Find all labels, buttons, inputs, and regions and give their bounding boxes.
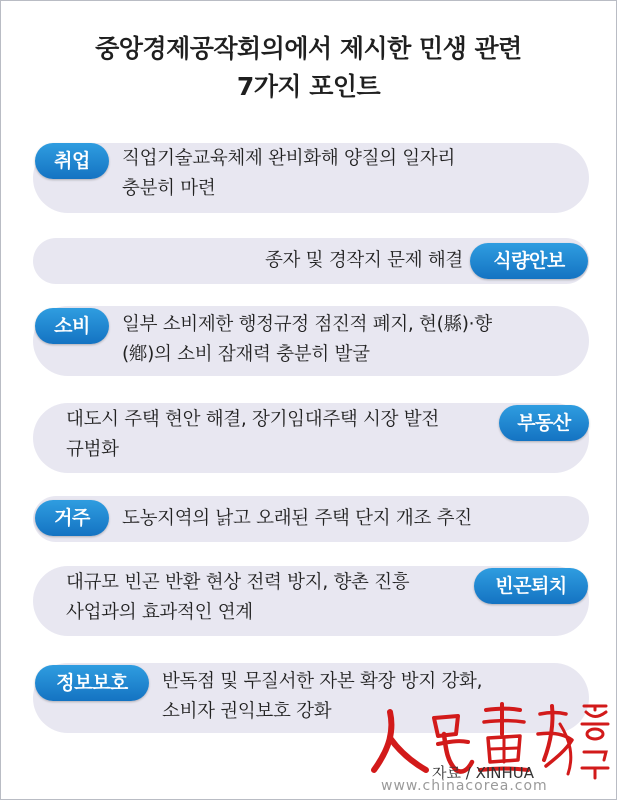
watermark-url: www.chinacorea.com bbox=[381, 778, 548, 794]
item-text-real-estate-line1: 대도시 주택 현안 해결, 장기임대주택 시장 발전 bbox=[66, 409, 439, 430]
title-line-2: 7가지 포인트 bbox=[236, 72, 381, 101]
tag-pill-food-security: 식량안보 bbox=[470, 243, 588, 279]
item-text-data-protection-line1: 반독점 및 무질서한 자본 확장 방지 강화, bbox=[162, 671, 483, 692]
title-line-1: 중앙경제공작회의에서 제시한 민생 관련 bbox=[95, 34, 522, 63]
item-text-consumption-line2: (鄕)의 소비 잠재력 충분히 발굴 bbox=[122, 344, 370, 365]
item-text-employment-line1: 직업기술교육체제 완비화해 양질의 일자리 bbox=[122, 148, 456, 169]
item-text-poverty-line2: 사업과의 효과적인 연계 bbox=[66, 602, 253, 623]
tag-pill-housing: 거주 bbox=[35, 500, 109, 536]
item-text-consumption-line1: 일부 소비제한 행정규정 점진적 폐지, 현(縣)·향 bbox=[122, 314, 492, 335]
item-text-food-security-line1: 종자 및 경작지 문제 해결 bbox=[264, 250, 463, 271]
item-text-employment-line2: 충분히 마련 bbox=[122, 178, 216, 199]
tag-pill-real-estate: 부동산 bbox=[499, 405, 589, 441]
tag-pill-data-protection: 정보보호 bbox=[35, 665, 149, 701]
item-text-real-estate-line2: 규범화 bbox=[66, 439, 119, 460]
tag-pill-poverty: 빈곤퇴치 bbox=[474, 568, 588, 604]
source-credit: 자료 / XINHUA bbox=[432, 764, 535, 782]
item-text-housing-line1: 도농지역의 낡고 오래된 주택 단지 개조 추진 bbox=[122, 508, 472, 529]
tag-pill-employment: 취업 bbox=[35, 143, 109, 179]
item-text-poverty-line1: 대규모 빈곤 반환 현상 전력 방지, 향촌 진흥 bbox=[66, 572, 410, 593]
tag-pill-consumption: 소비 bbox=[35, 308, 109, 344]
page-title bbox=[0, 30, 617, 106]
item-text-data-protection-line2: 소비자 권익보호 강화 bbox=[162, 701, 332, 722]
